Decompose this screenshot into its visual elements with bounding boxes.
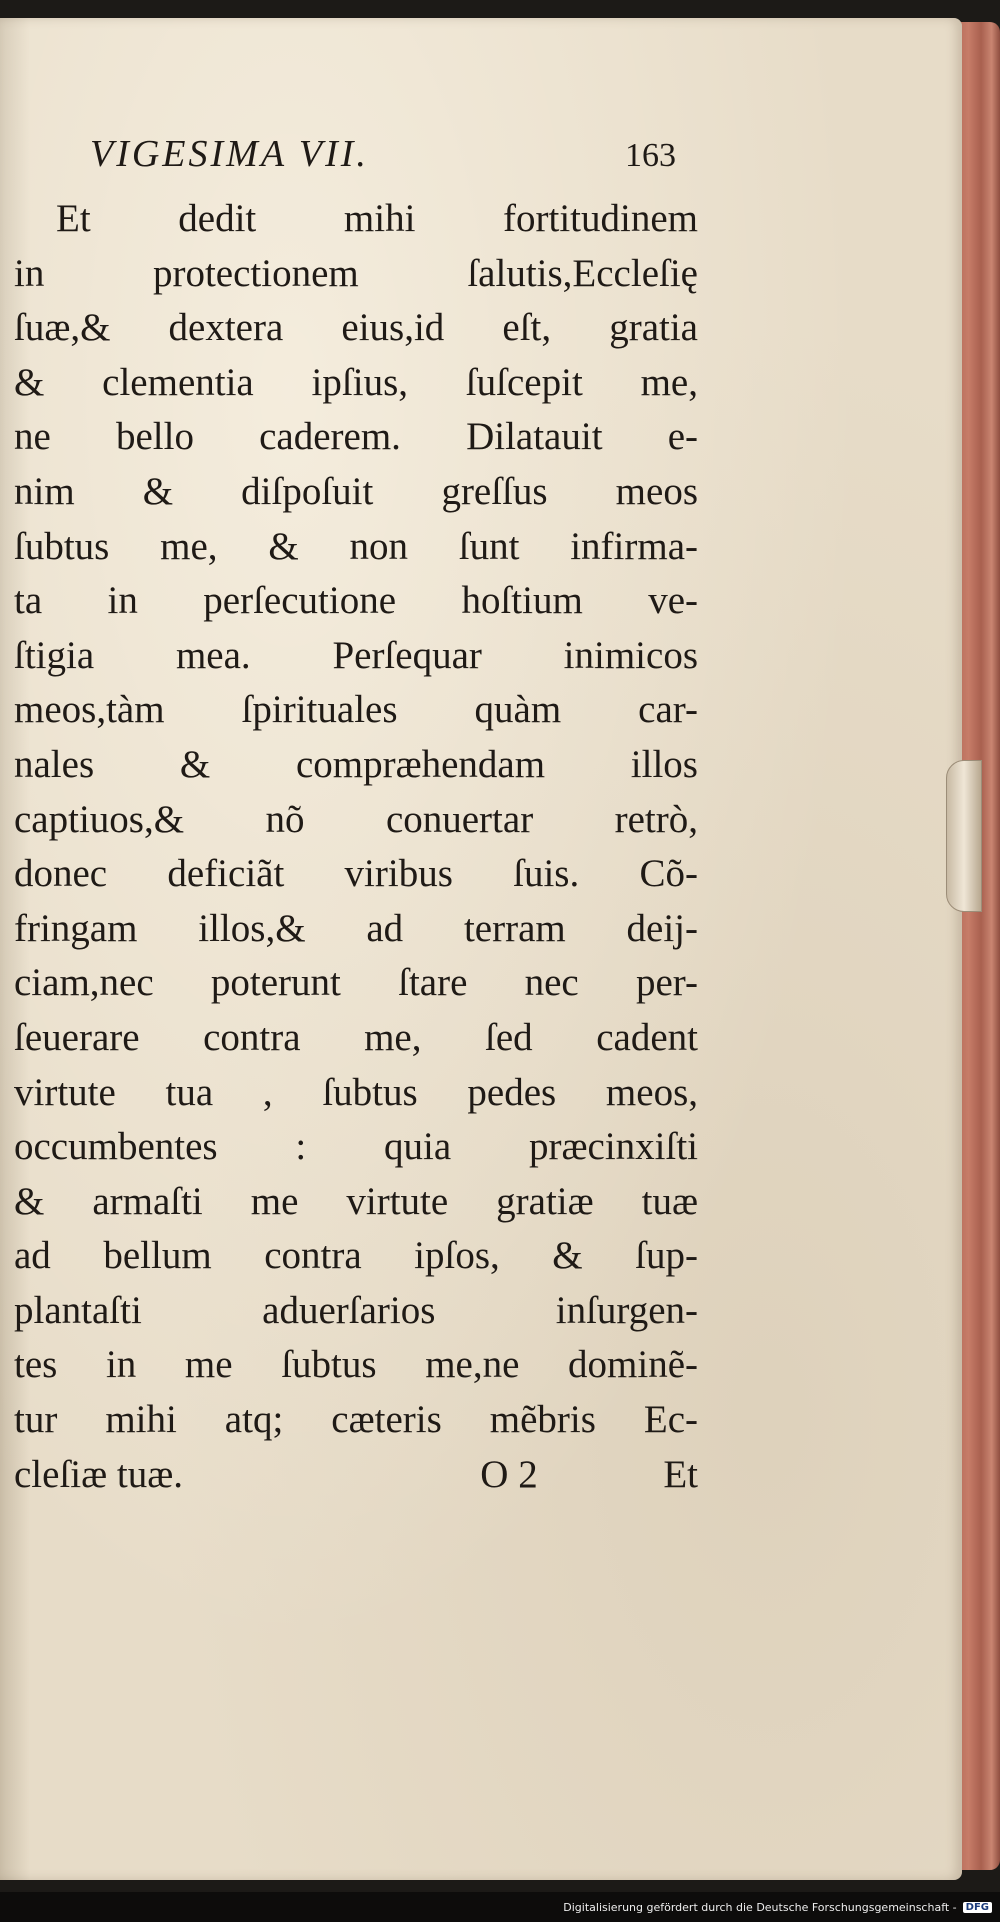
text-block	[14, 132, 698, 1502]
text-line: plantaſti aduerſarios inſurgen-	[14, 1288, 698, 1332]
text-line: captiuos,& nõ conuertar retrò,	[14, 797, 698, 841]
text-line: nales & compræhendam illos	[14, 742, 698, 786]
text-line: ta in perſecutione hoſtium ve-	[14, 579, 698, 623]
text-line: tes in me ſubtus me,ne dominẽ-	[14, 1343, 698, 1387]
footer-line	[14, 1448, 698, 1503]
dfg-logo: DFG	[963, 1902, 992, 1913]
text-line: fringam illos,& ad terram deij-	[14, 906, 698, 950]
clip-tab	[946, 760, 982, 912]
signature-mark: O 2	[480, 1452, 538, 1496]
catchword: Et	[663, 1452, 698, 1496]
text-line: ſeuerare contra me, ſed cadent	[14, 1015, 698, 1059]
text-line: donec deficiãt viribus ſuis. Cõ-	[14, 852, 698, 896]
text-line: ne bello caderem. Dilatauit e-	[14, 415, 698, 459]
text-line: & armaſti me virtute gratiæ tuæ	[14, 1179, 698, 1223]
text-line: ſuæ,& dextera eius,id eſt, gratia	[14, 306, 698, 350]
text-line: occumbentes : quia præcinxiſti	[14, 1125, 698, 1169]
text-line: in protectionem ſalutis,Eccleſię	[14, 251, 698, 295]
text-line: meos,tàm ſpirituales quàm car-	[14, 688, 698, 732]
text-line: ſtigia mea. Perſequar inimicos	[14, 633, 698, 677]
text-line: ſubtus me, & non ſunt infirma-	[14, 524, 698, 568]
running-head	[14, 132, 698, 190]
red-page-edge	[958, 22, 1000, 1870]
text-line: ciam,nec poterunt ſtare nec per-	[14, 961, 698, 1005]
credit-text: Digitalisierung gefördert durch die Deutsche Forschungsgemeinschaft -	[563, 1900, 957, 1914]
text-line: & clementia ipſius, ſuſcepit me,	[14, 360, 698, 404]
text-line: nim & diſpoſuit greſſus meos	[14, 469, 698, 513]
page-number: 163	[625, 137, 676, 174]
text-line: Et dedit mihi fortitudinem	[56, 197, 698, 240]
text-line: ad bellum contra ipſos, & ſup-	[14, 1234, 698, 1278]
running-head-title: VIGESIMA VII.	[90, 133, 369, 175]
digitization-credit-bar	[0, 1892, 1000, 1922]
body-text	[14, 192, 698, 1502]
text-line: tur mihi atq; cæteris mẽbris Ec-	[14, 1398, 698, 1442]
final-text-line: cleſiæ tuæ.	[14, 1452, 183, 1496]
text-line: virtute tua , ſubtus pedes meos,	[14, 1070, 698, 1114]
